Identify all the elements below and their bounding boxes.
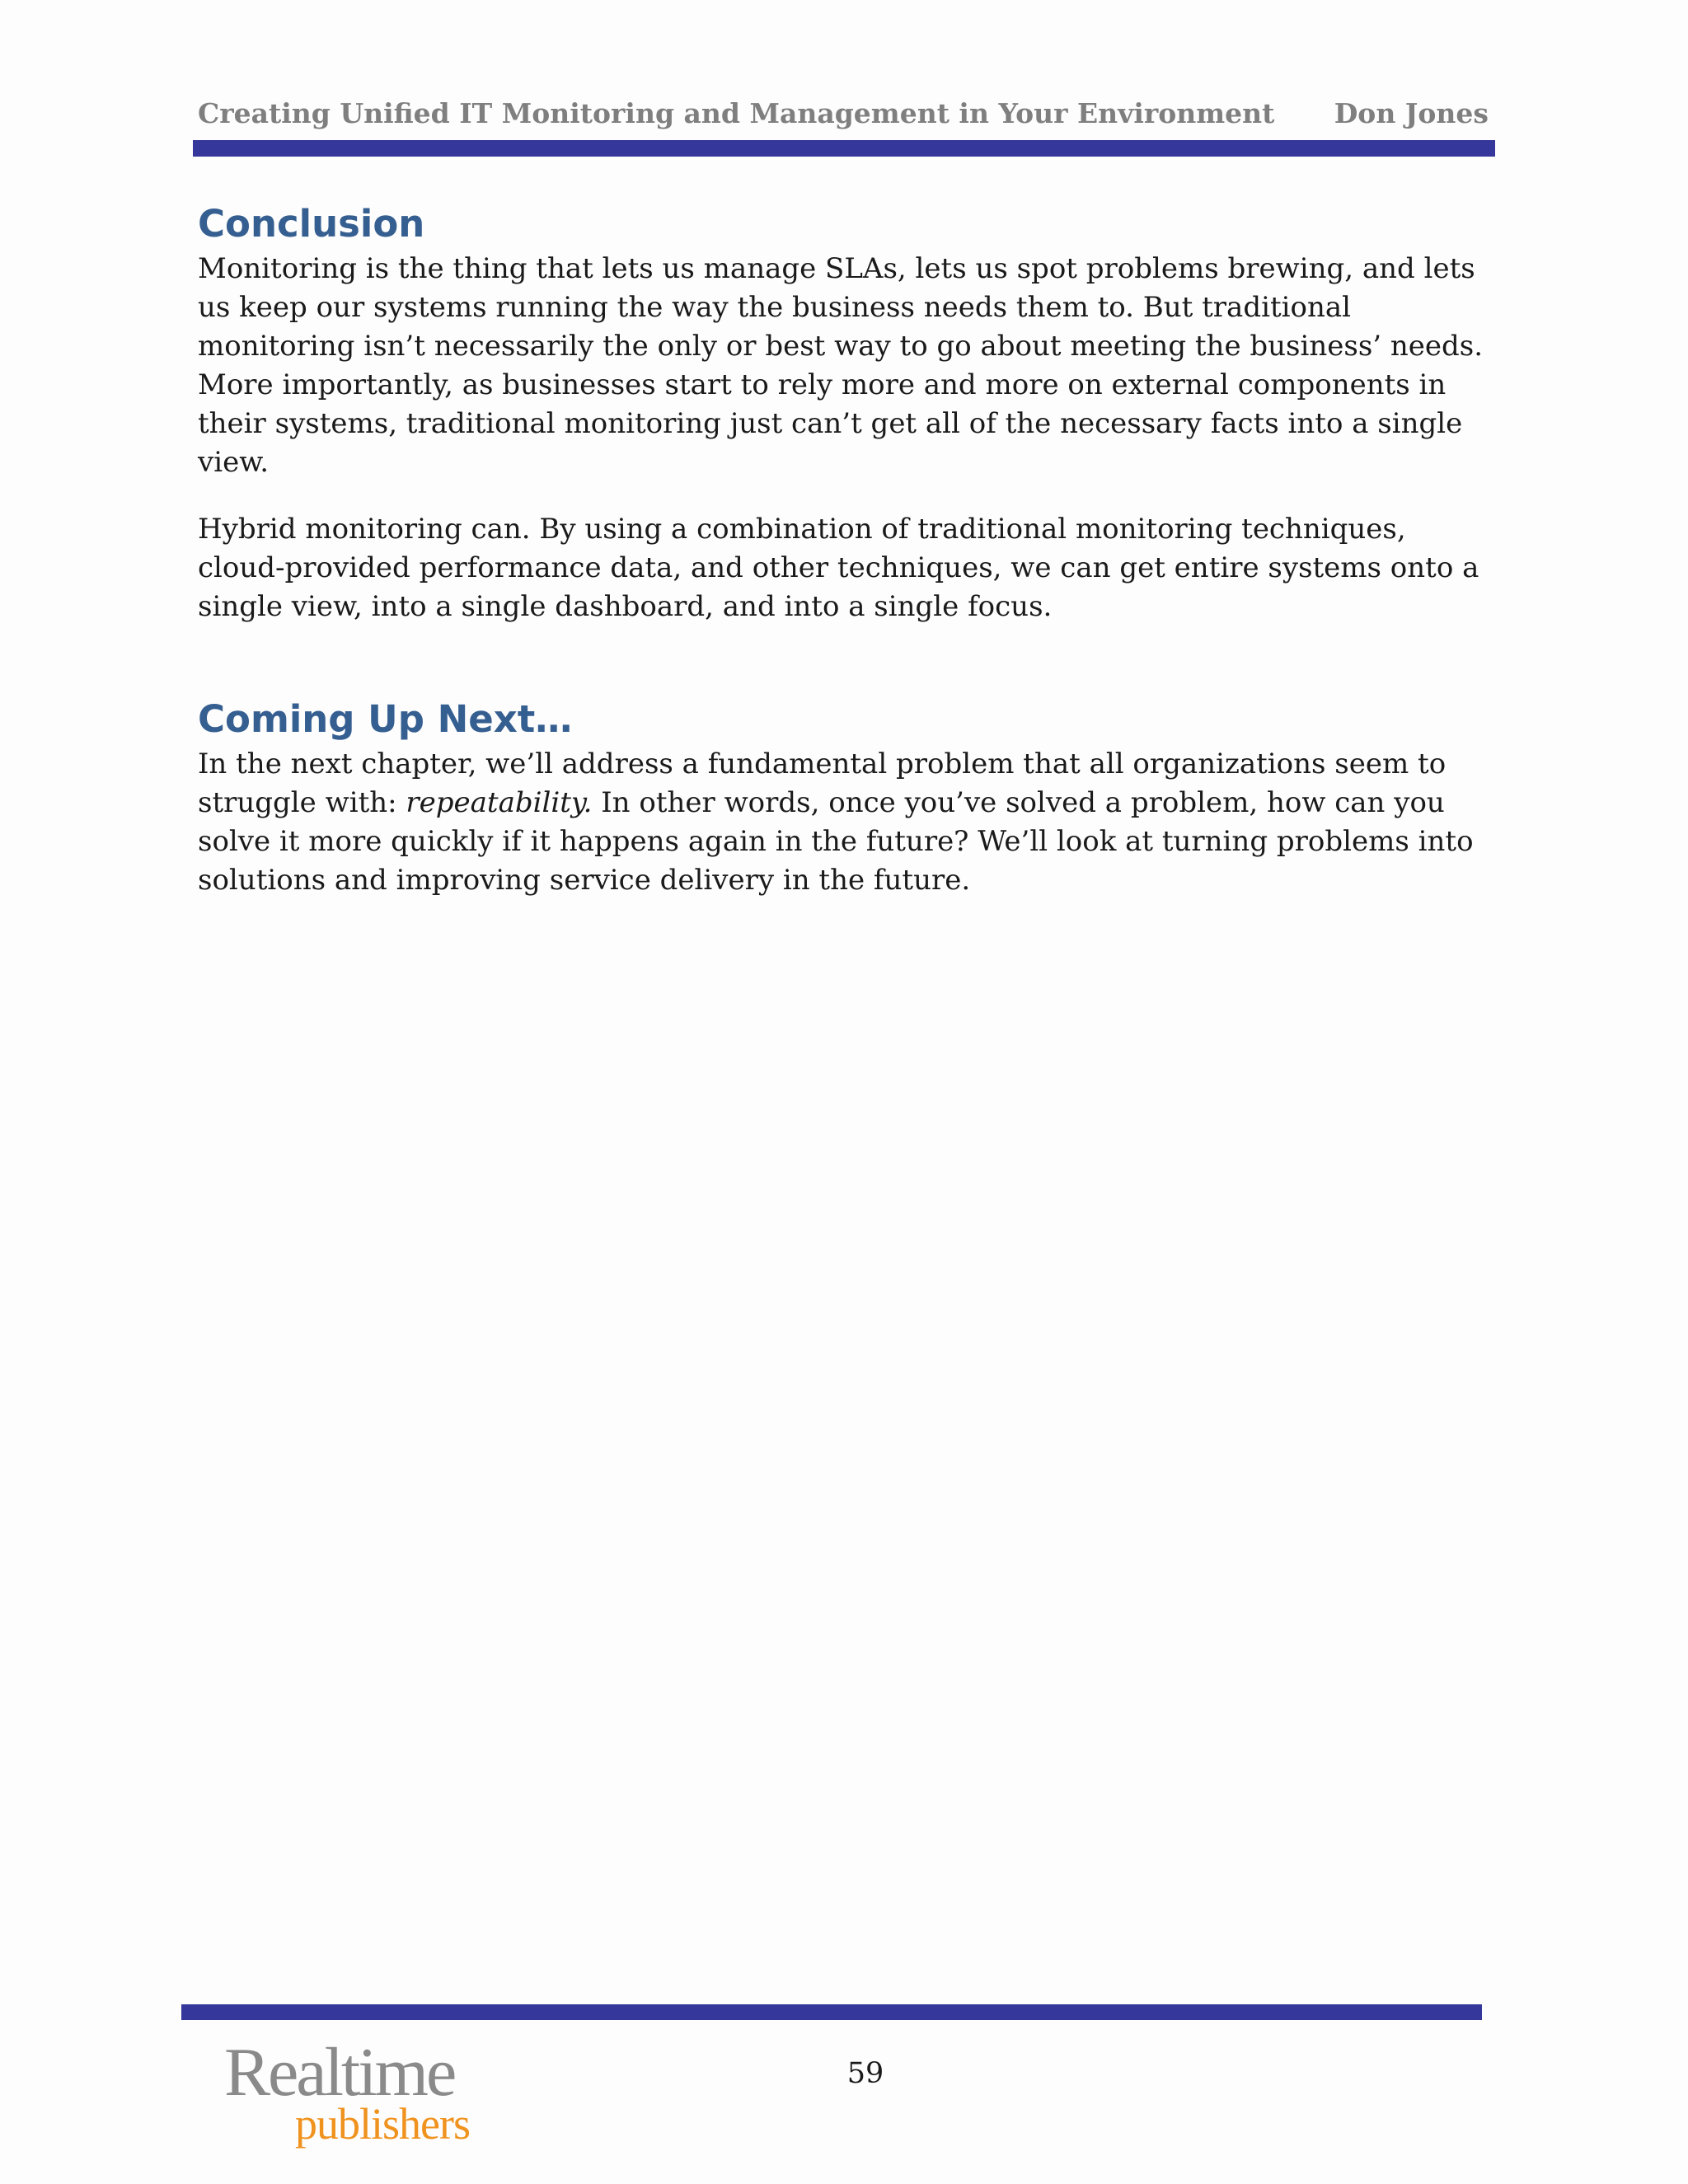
header-title: Creating Unified IT Monitoring and Management in Your Environment bbox=[198, 97, 1275, 129]
paragraph-text-end: In other words, once you’ve solved a problem, how can you solve it more quickly if it happens again in the future? We’ll look at turning problems into solutions and improving service delivery in the future. bbox=[198, 786, 1474, 897]
page-number: 59 bbox=[846, 2057, 884, 2090]
footer-rule bbox=[181, 2004, 1482, 2020]
page-content bbox=[198, 202, 1497, 928]
coming-up-next-heading: Coming Up Next… bbox=[198, 697, 573, 741]
section-spacer bbox=[198, 654, 1497, 697]
logo-wordmark-publishers: publishers bbox=[295, 2099, 470, 2149]
paragraph-text-start: In the next chapter, we’ll address a fundamental problem that all organizations seem to struggle with: bbox=[198, 748, 1447, 819]
conclusion-paragraph-2: Hybrid monitoring can. By using a combination of traditional monitoring techniques, cloud-provided performance data, and other techniques, we can get entire systems onto a single view, into a single dashboard, and into a single focus. bbox=[198, 513, 1479, 623]
header-rule bbox=[193, 140, 1495, 157]
conclusion-paragraph-1: Monitoring is the thing that lets us manage SLAs, lets us spot problems brewing, and lets us keep our systems running the way the business needs them to. But traditional monitoring isn’t necessarily the only or best way to go about meeting the business’ needs. More importantly, as businesses start to rely more and more on external components in their systems, traditional monitoring just can’t get all of the necessary facts into a single view. bbox=[198, 252, 1484, 479]
header-author: Don Jones bbox=[1334, 97, 1489, 129]
coming-up-next-paragraph bbox=[198, 745, 1497, 900]
conclusion-heading: Conclusion bbox=[198, 202, 425, 246]
emphasis-repeatability: repeatability. bbox=[406, 786, 593, 819]
running-header bbox=[198, 97, 1489, 129]
realtime-publishers-logo bbox=[224, 2036, 488, 2151]
logo-wordmark-realtime: Realtime bbox=[224, 2036, 455, 2111]
